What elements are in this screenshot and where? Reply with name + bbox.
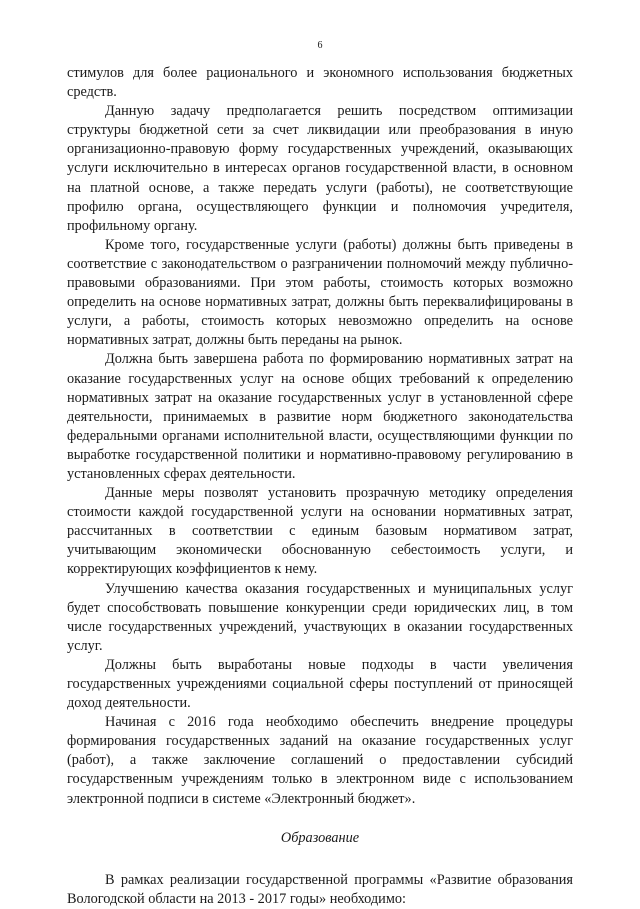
- paragraph-1: стимулов для более рационального и экономного использования бюджетных средств.: [67, 65, 573, 101]
- section-heading: Образование: [280, 829, 360, 846]
- paragraph-5: Данные меры позволят установить прозрачную методику определения стоимости каждой государственной услуги на основании нормативных затрат, рассчитанных в соответствии с единым базовым нормативом затрат, учитывающим экономически обоснованную себестоимость услуги, и корректирующих коэффициентов к нему.: [67, 485, 573, 578]
- paragraph-4: Должна быть завершена работа по формированию нормативных затрат на оказание государственных услуг на основе общих требований к определению нормативных затрат на оказание государственных услуг в установленной сфере деятельности, принимаемых в развитие норм бюджетного законодательства федеральными органами исполнительной власти, осуществляющими функции по выработке государственной политики и нормативно-правовому регулированию в установленных сферах деятельности.: [67, 351, 573, 482]
- paragraph-2: Данную задачу предполагается решить посредством оптимизации структуры бюджетной сети за счет ликвидации или преобразования в иную организационно-правовую форму государственных учреждений, оказывающих услуги исключительно в интересах органов государственной власти, в основном на платной основе, а также передать услуги (работы), не соответствующие профилю органа, осуществляющего функции и полномочия учредителя, профильному органу.: [67, 103, 573, 234]
- paragraph-7: Должны быть выработаны новые подходы в части увеличения государственных учреждениями социальной сферы поступлений от приносящей доход деятельности.: [67, 656, 573, 712]
- paragraph-6: Улучшению качества оказания государственных и муниципальных услуг будет способствовать повышение конкуренции среди юридических лиц, в том числе государственных учреждений, участвующих в оказании государственных услуг.: [67, 580, 573, 654]
- section-paragraph-1: В рамках реализации государственной программы «Развитие образования Вологодской области на 2013 - 2017 годы» необходимо:: [67, 871, 573, 907]
- page-number: 6: [317, 40, 323, 51]
- body-text: [67, 64, 573, 909]
- paragraph-3: Кроме того, государственные услуги (работы) должны быть приведены в соответствие с законодательством о разграничении полномочий между публично-правовыми образованиями. При этом работы, стоимость которых возможно определить на основе нормативных затрат, должны быть переквалифицированы в услуги, а работы, стоимость которых невозможно определить на основе нормативных затрат, должны быть переданы на рынок.: [67, 236, 573, 349]
- paragraph-8: Начиная с 2016 года необходимо обеспечить внедрение процедуры формирования государственных заданий на оказание государственных услуг (работ), а также заключение соглашений о предоставлении субсидий государственным учреждениям только в электронном виде с использованием электронной подписи в системе «Электронный бюджет».: [67, 714, 573, 807]
